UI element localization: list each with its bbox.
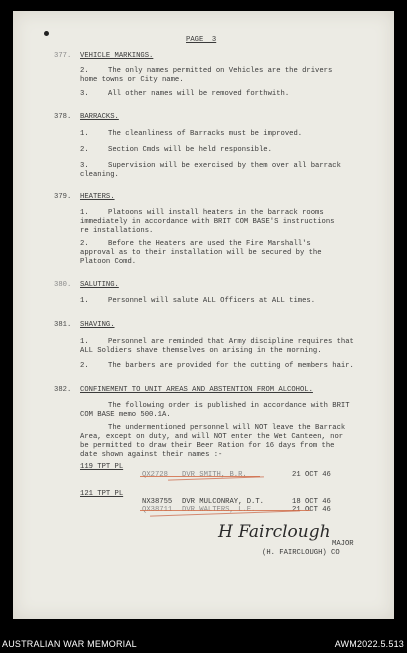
signatory-name: (H. FAIRCLOUGH) CO	[262, 549, 340, 557]
para-text: The only names permitted on Vehicles are the drivers home towns or City name.	[80, 67, 333, 84]
footer-institution: AUSTRALIAN WAR MEMORIAL	[2, 639, 137, 649]
personnel-name: DVR WALTERS, L.E.	[182, 506, 256, 514]
para-number: 1.	[80, 209, 89, 217]
para-number: 3.	[80, 90, 89, 98]
section-heading: SHAVING.	[80, 321, 115, 329]
para-text: All other names will be removed forthwith.	[108, 90, 290, 98]
para-number: 1.	[80, 130, 89, 138]
personnel-number: QX2728	[142, 471, 168, 479]
para-text: Section Cmds will be held responsible.	[108, 146, 272, 154]
para-number: 2.	[80, 240, 89, 248]
personnel-number: QX38711	[142, 506, 173, 514]
section-number: 381.	[54, 321, 72, 329]
para-number: 1.	[80, 338, 89, 346]
section-number: 378.	[54, 113, 72, 121]
section-heading: SALUTING.	[80, 281, 119, 289]
para-text: The undermentioned personnel will NOT leave the Barrack Area, except on duty, and will NOT enter the Wet Canteen, nor be permitted to draw their Beer Ration for 16 days from the date shown against their names :-	[80, 424, 346, 459]
para-number: 2.	[80, 362, 89, 370]
punch-mark	[44, 31, 49, 36]
para-number: 2.	[80, 67, 89, 75]
para-text: The cleanliness of Barracks must be improved.	[108, 130, 303, 138]
para-text: Before the Heaters are used the Fire Marshall's approval as to their installation will be secured by the Platoon Comd.	[80, 240, 322, 266]
section-number: 377.	[54, 52, 72, 60]
handwritten-signature: H Fairclough	[218, 522, 331, 542]
section-heading: CONFINEMENT TO UNIT AREAS AND ABSTENTION FROM ALCOHOL.	[80, 386, 313, 394]
personnel-date: 18 OCT 46	[292, 498, 331, 506]
para-number: 2.	[80, 146, 89, 154]
section-number: 379.	[54, 193, 72, 201]
para-text: The following order is published in accordance with BRIT COM BASE memo 500.1A.	[80, 402, 350, 419]
para-number: 1.	[80, 297, 89, 305]
unit-heading: 121 TPT PL	[80, 490, 124, 498]
personnel-name: DVR SMITH, B.R.	[182, 471, 247, 479]
para-text: Personnel are reminded that Army discipline requires that ALL Soldiers shave themselves on arising in the morning.	[80, 338, 354, 355]
section-number: 380.	[54, 281, 72, 289]
para-text: The barbers are provided for the cutting of members hair.	[108, 362, 354, 370]
section-heading: BARRACKS.	[80, 113, 119, 121]
document-page	[13, 11, 394, 619]
page-label: PAGE 3	[186, 36, 217, 44]
section-heading: VEHICLE MARKINGS.	[80, 52, 154, 60]
personnel-name: DVR MULCONRAY, D.T.	[182, 498, 264, 506]
unit-heading: 119 TPT PL	[80, 463, 124, 471]
personnel-number: NX38755	[142, 498, 173, 506]
para-text: Platoons will install heaters in the barrack rooms immediately in accordance with BRIT COM BASE'S instructions re installations.	[80, 209, 335, 235]
personnel-date: 21 OCT 46	[292, 506, 331, 514]
para-text: Personnel will salute ALL Officers at ALL times.	[108, 297, 316, 305]
section-heading: HEATERS.	[80, 193, 115, 201]
section-number: 382.	[54, 386, 72, 394]
footer-accession-number: AWM2022.5.513	[334, 639, 404, 649]
signatory-rank: MAJOR	[332, 540, 354, 548]
para-text: Supervision will be exercised by them over all barrack cleaning.	[80, 162, 341, 179]
personnel-date: 21 OCT 46	[292, 471, 331, 479]
para-number: 3.	[80, 162, 89, 170]
